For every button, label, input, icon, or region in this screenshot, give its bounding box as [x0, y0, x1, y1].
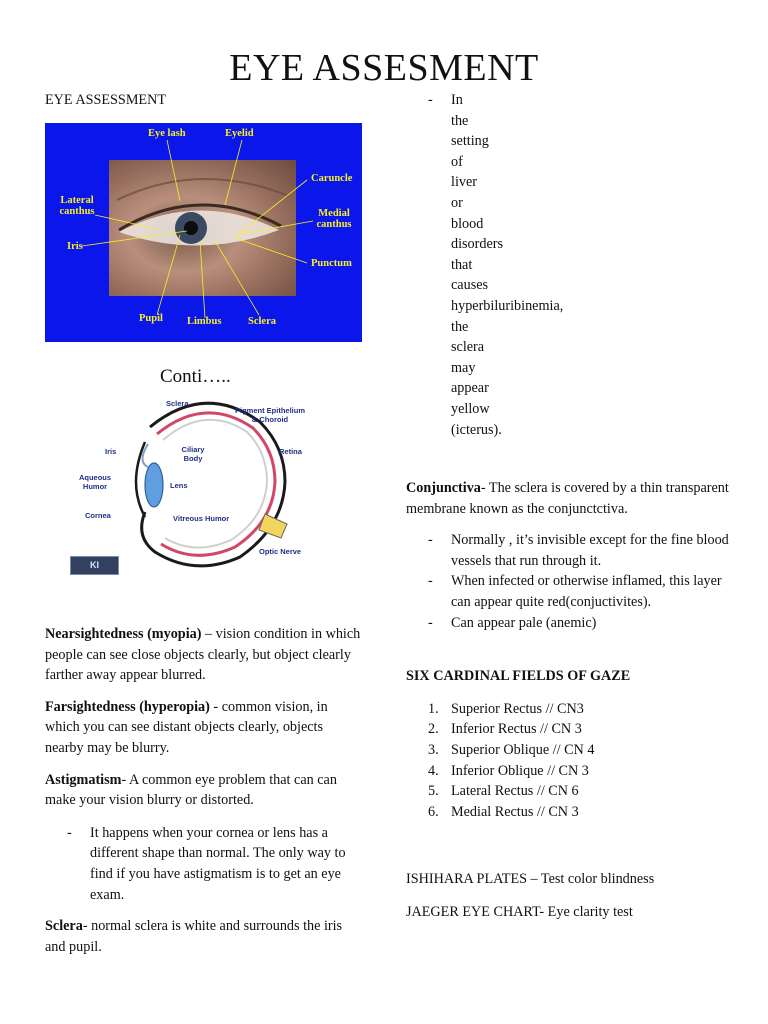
anat-label-cornea: Cornea — [85, 511, 111, 520]
myopia-term: Nearsightedness (myopia) — [45, 626, 202, 642]
label-medial-canthus: Medial canthus — [316, 208, 352, 230]
label-eye-lash: Eye lash — [148, 128, 186, 139]
anat-label-pigment: Pigment Epithelium & Choroid — [235, 406, 306, 424]
list-item: 1. Superior Rectus // CN3 — [428, 700, 584, 717]
gaze-list — [406, 699, 736, 823]
label-sclera: Sclera — [248, 316, 276, 327]
sclera-text: - normal sclera is white and surrounds the iris and pupil. — [45, 918, 343, 955]
hyperopia-definition — [45, 697, 363, 759]
anat-label-vitreous: Vitreous Humor — [173, 514, 230, 523]
anat-label-retina: Retina — [279, 447, 302, 456]
label-punctum: Punctum — [311, 258, 352, 269]
list-item: 2. Inferior Rectus // CN 3 — [428, 721, 582, 738]
myopia-definition — [45, 624, 363, 686]
hyperopia-term: Farsightedness (hyperopia) — [45, 698, 210, 715]
list-item: - When infected or otherwise inflamed, this layer can appear quite red(conjuctivites). — [428, 573, 722, 611]
astigmatism-bullets — [45, 823, 363, 905]
section-heading-eye-assessment: EYE ASSESSMENT — [45, 92, 167, 108]
anat-label-sclera: Sclera — [166, 399, 189, 408]
anat-label-ciliary: Ciliary Body — [181, 445, 205, 463]
eye-anatomy-figure — [45, 362, 362, 578]
conjunctiva-bullets — [406, 530, 736, 633]
list-item: - In the setting of liver or blood disorders that causes hyperbiluribinemia, the sclera may appear yellow (icterus). — [428, 92, 564, 438]
anat-label-aqueous: Aqueous Humor — [78, 473, 112, 491]
astigmatism-term: Astigmatism — [45, 771, 122, 788]
label-limbus: Limbus — [187, 316, 222, 327]
astigmatism-definition — [45, 770, 363, 811]
list-item: 6. Medial Rectus // CN 3 — [428, 803, 579, 820]
eye-cross-section-diagram — [45, 362, 362, 578]
eye-label-lines — [45, 123, 362, 342]
conjunctiva-term: Conjunctiva — [406, 480, 481, 497]
label-iris: Iris — [67, 241, 83, 252]
list-item: - Can appear pale (anemic) — [428, 614, 597, 631]
hyperopia-text: - common vision, in which you can see distant objects clearly, objects nearby may be blurry. — [45, 698, 328, 756]
label-eyelid: Eyelid — [225, 128, 254, 139]
sclera-term: Sclera — [45, 918, 83, 935]
publisher-logo: KI — [70, 556, 119, 575]
left-column — [45, 90, 363, 111]
label-caruncle: Caruncle — [311, 173, 353, 184]
anatomy-caption: Conti….. — [160, 366, 231, 387]
label-pupil: Pupil — [139, 313, 163, 324]
label-lateral-canthus: Lateral canthus — [59, 195, 95, 217]
list-item: 5. Lateral Rectus // CN 6 — [428, 783, 579, 800]
conjunctiva-definition — [406, 478, 736, 519]
list-item: - Normally , it’s invisible except for the fine blood vessels that run through it. — [428, 532, 729, 569]
list-item: 4. Inferior Oblique // CN 3 — [428, 762, 589, 779]
eye-photo-figure — [45, 123, 362, 342]
jaeger-line: JAEGER EYE CHART- Eye clarity test — [406, 904, 633, 920]
sclera-definition — [45, 916, 363, 957]
conjunctiva-text: - The sclera is covered by a thin transparent membrane known as the conjunctctiva. — [406, 480, 729, 517]
ishihara-line: ISHIHARA PLATES – Test color blindness — [406, 871, 655, 888]
right-column — [406, 90, 736, 923]
gaze-heading: SIX CARDINAL FIELDS OF GAZE — [406, 668, 631, 685]
astigmatism-text: - A common eye problem that can can make your vision blurry or distorted. — [45, 771, 337, 809]
anat-label-optic: Optic Nerve — [259, 547, 302, 556]
myopia-text: – vision condition in which people can see close objects clearly, but object clearly farther away appear blurred. — [45, 626, 361, 684]
list-item: 3. Superior Oblique // CN 4 — [428, 742, 595, 759]
anat-label-lens: Lens — [170, 481, 188, 490]
page-title: EYE ASSESMENT — [229, 47, 539, 89]
anat-label-iris: Iris — [105, 447, 117, 456]
left-definitions — [45, 624, 363, 957]
list-item: - It happens when your cornea or lens has a different shape than normal. The only way to find if you have astigmatism is to get an eye exam. — [67, 824, 346, 903]
